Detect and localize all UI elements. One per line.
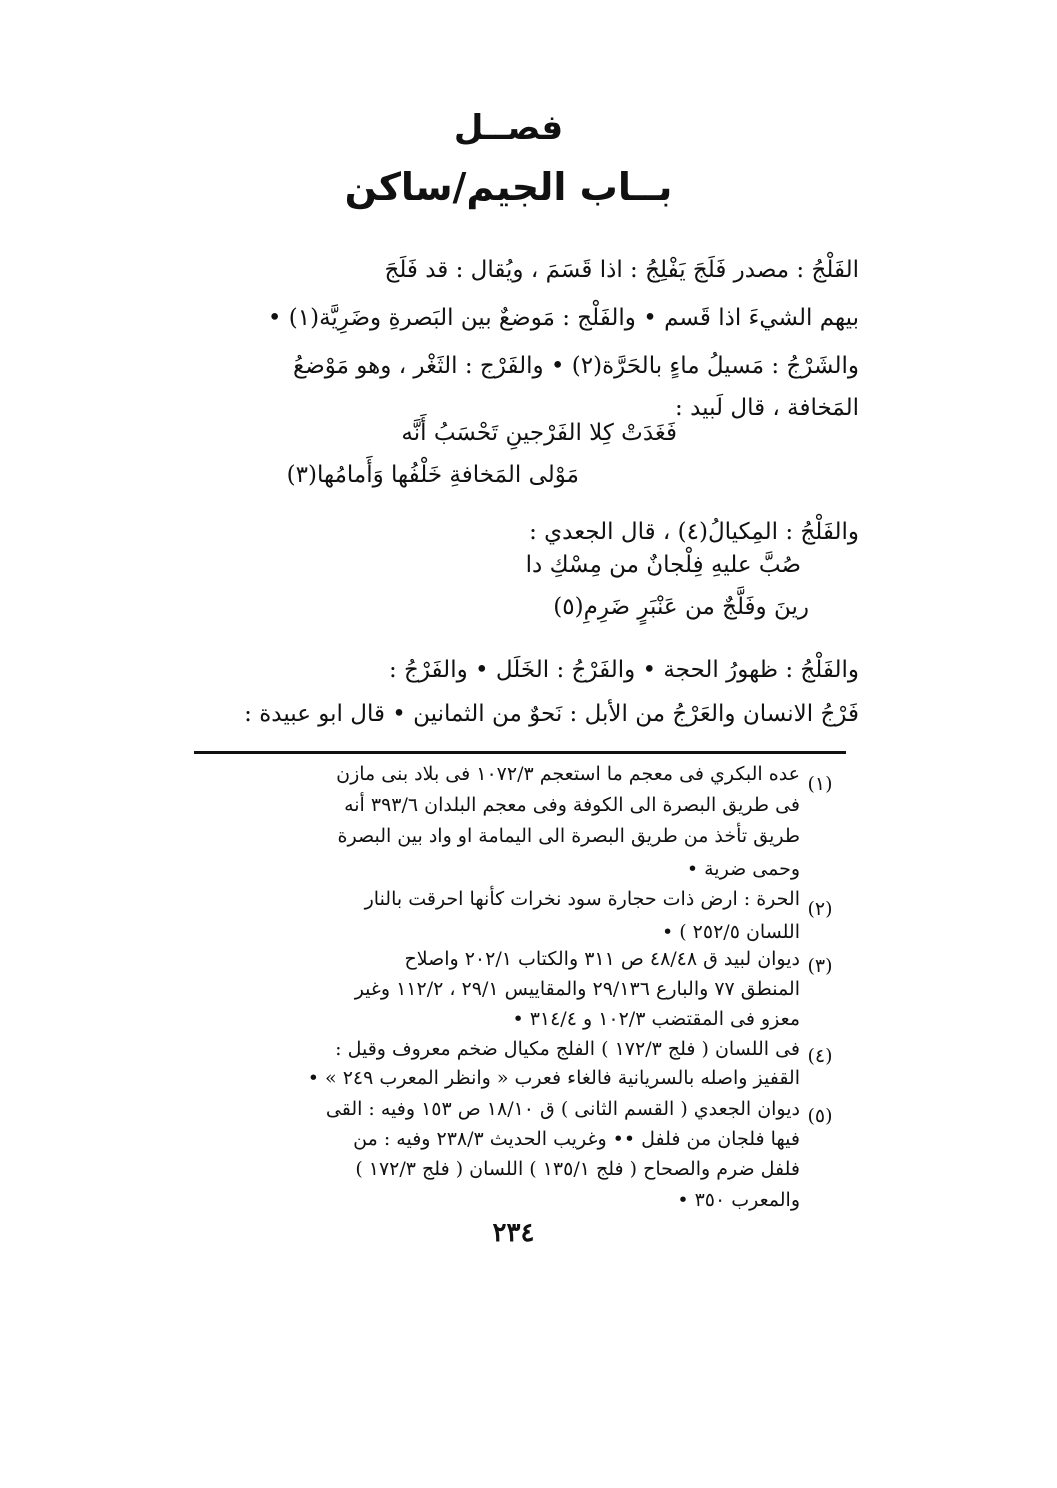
footnote-number: (٤)	[807, 1045, 833, 1067]
footnote-number: (٣)	[807, 955, 833, 977]
footnote-number: (٥)	[807, 1105, 833, 1127]
footnote-line: عده البكري فى معجم ما استعجم ١٠٧٢/٣ فى بلاد بنى مازن	[336, 763, 800, 785]
footnote-line: ديوان لبيد ق ٤٨/٤٨ ص ٣١١ والكتاب ٢٠٢/١ واصلاح	[404, 948, 800, 970]
footnote-line: فلفل ضرم والصحاح ( فلج ١٣٥/١ ) اللسان ( فلج ١٧٢/٣ )	[355, 1158, 800, 1180]
body-line: والفَلْجُ : المِكيالُ(٤) ، قال الجعدي :	[529, 519, 859, 545]
body-line: والشَرْجُ : مَسيلُ ماءٍ بالحَرَّة(٢) • والفَرْج : الثَغْر ، وهو مَوْضعُ	[292, 353, 859, 379]
footnote-line: معزو فى المقتضب ١٠٢/٣ و ٣١٤/٤ •	[512, 1008, 800, 1030]
footnote-line: طريق تأخذ من طريق البصرة الى اليمامة او واد بين البصرة	[337, 825, 800, 847]
footnote-line: فيها فلجان من فلفل •• وغريب الحديث ٢٣٨/٣ وفيه : من	[353, 1128, 800, 1150]
verse-line: رينَ وفَلَّجٌ من عَنْبَرٍ ضَرِمِ(٥)	[553, 594, 809, 620]
section-heading: فصــل	[453, 108, 564, 148]
verse-line: فَغَدَتْ كِلا الفَرْجينِ تَحْسَبُ أَنَّه	[401, 420, 677, 446]
footnote-line: فى طريق البصرة الى الكوفة وفى معجم البلدان ٣٩٣/٦ أنه	[344, 794, 800, 816]
footnote-line: وحمى ضرية •	[686, 858, 800, 880]
footnote-line: اللسان ٢٥٢/٥ ) •	[661, 921, 800, 943]
verse-line: مَوْلى المَخافةِ خَلْفُها وَأَمامُها(٣)	[286, 462, 579, 488]
footnote-separator	[194, 751, 846, 754]
body-line: الفَلْجُ : مصدر فَلَجَ يَفْلِجُ : اذا قَسَمَ ، ويُقال : قد فَلَجَ	[384, 257, 859, 283]
verse-line: صُبَّ عليهِ فِلْجانٌ من مِسْكِ دا	[525, 552, 801, 578]
footnote-line: القفيز واصله بالسريانية فالغاء فعرب « وانظر المعرب ٢٤٩ » •	[307, 1067, 800, 1089]
footnote-line: المنطق ٧٧ والبارع ٢٩/١٣٦ والمقاييس ٢٩/١ ، ١١٢/٢ وغير	[354, 978, 800, 1000]
body-line: والفَلْجُ : ظهورُ الحجة • والفَرْجُ : الخَلَل • والفَرْجُ :	[388, 657, 859, 683]
footnote-line: الحرة : ارض ذات حجارة سود نخرات كأنها احرقت بالنار	[364, 888, 800, 910]
footnote-number: (١)	[807, 773, 833, 795]
footnote-line: والمعرب ٣٥٠ •	[677, 1189, 800, 1211]
body-line: المَخافة ، قال لَبيد :	[675, 395, 859, 421]
footnote-line: ديوان الجعدي ( القسم الثانى ) ق ١٨/١٠ ص ١٥٣ وفيه : القى	[325, 1098, 800, 1120]
page-number: ٢٣٤	[492, 1218, 535, 1248]
body-line: بيهم الشيءَ اذا قَسم • والفَلْج : مَوضعٌ بين البَصرةِ وضَرِيَّة(١) •	[267, 305, 859, 331]
footnote-line: فى اللسان ( فلج ١٧٢/٣ ) الفلج مكيال ضخم معروف وقيل :	[335, 1038, 800, 1060]
chapter-heading: بــاب الجيم/ساكن	[344, 165, 673, 209]
body-line: فَرْجُ الانسان والعَرْجُ من الأبل : نَحوٌ من الثمانين • قال ابو عبيدة :	[244, 701, 859, 727]
footnote-number: (٢)	[807, 898, 833, 920]
